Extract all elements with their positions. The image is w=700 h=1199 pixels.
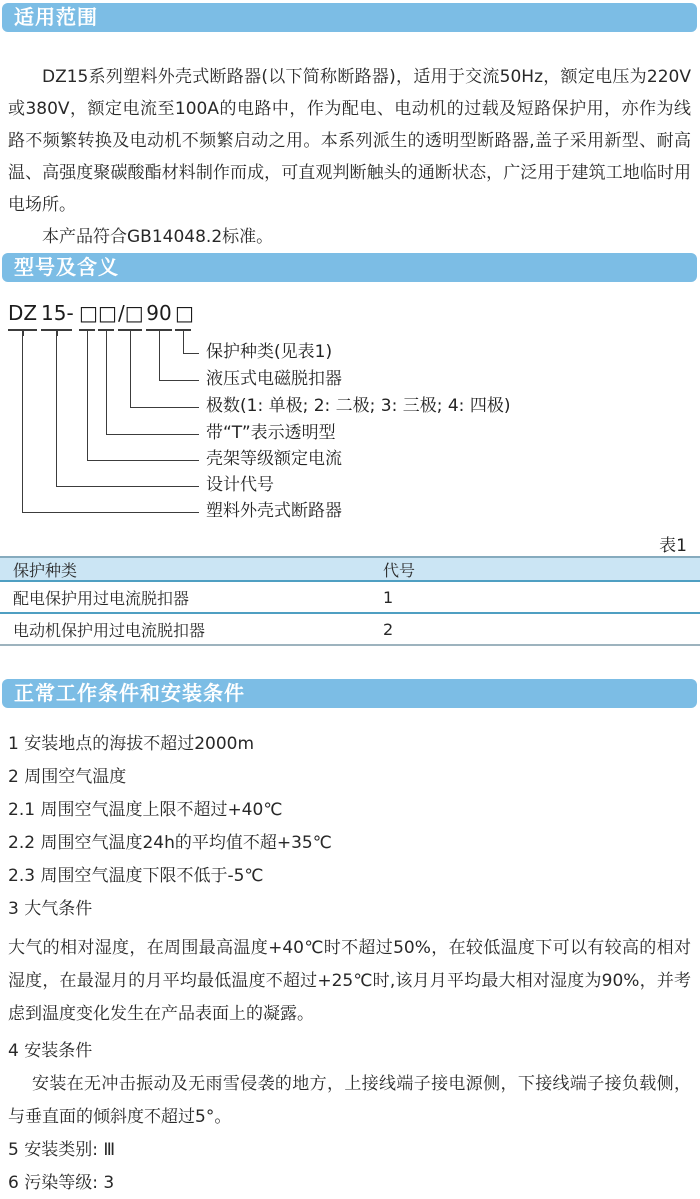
section-header-model: 型号及含义 xyxy=(2,253,697,282)
model-group-series xyxy=(8,300,37,326)
model-group-release xyxy=(146,300,172,326)
table-cell-code: 2 xyxy=(383,619,394,639)
table-cell-protection-type: 配电保护用过电流脱扣器 xyxy=(13,588,190,608)
model-group-poles xyxy=(118,300,142,326)
scope-paragraph-2: 本产品符合GB14048.2标准。 xyxy=(42,227,274,247)
table-cell-code: 1 xyxy=(383,587,394,607)
table-row xyxy=(0,614,700,646)
model-group-transparent xyxy=(98,300,117,326)
model-group-text: /□ xyxy=(118,301,144,325)
table-caption: 表1 xyxy=(659,536,687,556)
diagram-label-poles: 极数(1: 单极; 2: 二极; 3: 三极; 4: 四极) xyxy=(206,396,511,416)
scope-paragraph-1: DZ15系列塑料外壳式断路器(以下简称断路器)，适用于交流50Hz，额定电压为220V或380V，额定电流至100A的电路中，作为配电、电动机的过载及短路保护用，亦作为线路不频繁转换及电动机不频繁启动之用。本系列派生的透明型断路器,盖子采用新型、耐高温、高强度聚碳酸酯材料制作而成，可直观判断触头的通断状态，广泛用于建筑工地临时用电场所。 xyxy=(8,67,691,215)
diagram-label-release-type: 液压式电磁脱扣器 xyxy=(206,369,342,389)
section-header-scope: 适用范围 xyxy=(2,3,697,32)
condition-item: 1 安装地点的海拔不超过2000m xyxy=(8,734,255,754)
condition-paragraph-humidity: 大气的相对湿度，在周围最高温度+40℃时不超过50%，在较低温度下可以有较高的相对湿度，在最湿月的月平均最低温度不超过+25℃时,该月月平均最大相对湿度为90%，并考虑到温度变化发生在产品表面上的凝露。 xyxy=(8,938,691,1024)
condition-item: 6 污染等级: 3 xyxy=(8,1173,115,1193)
model-group-frame xyxy=(79,300,98,326)
condition-item: 5 安装类别: Ⅲ xyxy=(8,1140,116,1160)
condition-item: 2.2 周围空气温度24h的平均值不超+35℃ xyxy=(8,833,332,853)
connector-line xyxy=(22,331,199,513)
model-group-design-code xyxy=(41,300,72,326)
condition-item: 2.1 周围空气温度上限不超过+40℃ xyxy=(8,800,283,820)
model-group-text: □ xyxy=(175,301,194,325)
diagram-label-mccb: 塑料外壳式断路器 xyxy=(206,501,342,521)
model-group-text: DZ xyxy=(8,301,38,325)
diagram-label-design-code: 设计代号 xyxy=(206,475,274,495)
table-header-protection-type: 保护种类 xyxy=(13,560,78,580)
model-group-text: □ xyxy=(98,301,117,325)
condition-item: 4 安装条件 xyxy=(8,1041,93,1061)
model-group-protection xyxy=(175,300,194,326)
table-header-code: 代号 xyxy=(383,560,416,580)
table-cell-protection-type: 电动机保护用过电流脱扣器 xyxy=(13,620,206,640)
model-group-text: 90 xyxy=(146,301,172,325)
condition-item: 2.3 周围空气温度下限不低于-5℃ xyxy=(8,866,264,886)
condition-paragraph-installation: 安装在无冲击振动及无雨雪侵袭的地方，上接线端子接电源侧，下接线端子接负载侧，与垂直面的倾斜度不超过5°。 xyxy=(8,1074,691,1127)
scope-paragraphs xyxy=(8,61,691,253)
diagram-label-transparent: 带“T”表示透明型 xyxy=(206,423,336,443)
table-row xyxy=(0,582,700,614)
table-header-row xyxy=(0,558,700,582)
condition-item: 3 大气条件 xyxy=(8,899,93,919)
section-header-conditions: 正常工作条件和安装条件 xyxy=(2,679,697,708)
model-group-text: 15- xyxy=(41,301,74,325)
model-designation-diagram xyxy=(8,300,700,532)
condition-item: 2 周围空气温度 xyxy=(8,767,127,787)
conditions-list xyxy=(8,728,691,1199)
model-group-text: □ xyxy=(79,301,98,325)
diagram-label-frame-current: 壳架等级额定电流 xyxy=(206,449,342,469)
protection-type-table xyxy=(0,556,700,646)
diagram-label-protection-type: 保护种类(见表1) xyxy=(206,342,333,362)
